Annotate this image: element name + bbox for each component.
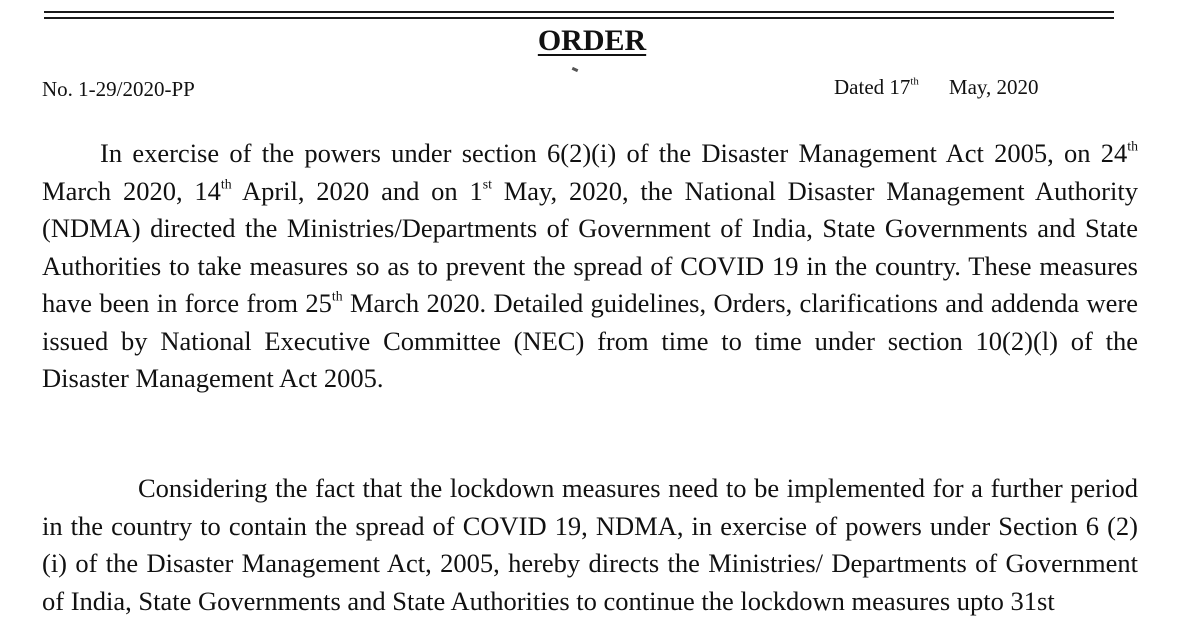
p1-suffix-4: th bbox=[331, 288, 343, 304]
paragraph-2: Considering the fact that the lockdown measures need to be implemented for a further period in the country to contain the spread of COVID 19, NDMA, in exercise of powers under Section 6 (2) (i) of the Disaster Management Act, 2005, hereby directs the Ministries/ Departments of Government of India, State Governments and State Authorities to continue the lockdown measures upto 31st bbox=[42, 473, 1138, 616]
reference-number: No. 1-29/2020-PP bbox=[42, 77, 195, 101]
p1-segment-3: April, 2020 and on 1 bbox=[231, 175, 483, 206]
header-double-rule-top bbox=[44, 11, 1114, 13]
p1-suffix-2: th bbox=[220, 175, 232, 191]
date-month-year: May, 2020 bbox=[948, 75, 1039, 99]
p1-suffix-3: st bbox=[482, 175, 492, 191]
header-double-rule-bottom bbox=[44, 17, 1114, 19]
order-date bbox=[834, 74, 1039, 100]
order-title: ORDER bbox=[537, 24, 647, 57]
p1-segment-2: March 2020, 14 bbox=[42, 175, 221, 206]
p1-segment-5: March 2020. Detailed guidelines, Orders, clarifications and addenda were issued by National Executive Committee (NEC) from time to time under section 10(2)(l) of the Disaster Management Act 2005. bbox=[42, 288, 1138, 393]
scan-speck bbox=[572, 67, 579, 72]
paragraph-1 bbox=[42, 135, 1138, 398]
date-day-suffix: th bbox=[910, 75, 919, 88]
date-prefix: Dated 17 bbox=[834, 75, 911, 99]
p1-segment-4: May, 2020, the National Disaster Management Authority (NDMA) directed the Ministries/Departments of Government of India, State Governments and State Authorities to take measures so as to prevent the spread of COVID 19 in the country. These measures have been in force from 25 bbox=[42, 175, 1138, 318]
p1-segment-1: In exercise of the powers under section 6(2)(i) of the Disaster Management Act 2005, on 24 bbox=[100, 138, 1128, 168]
p1-suffix-1: th bbox=[1127, 138, 1138, 154]
